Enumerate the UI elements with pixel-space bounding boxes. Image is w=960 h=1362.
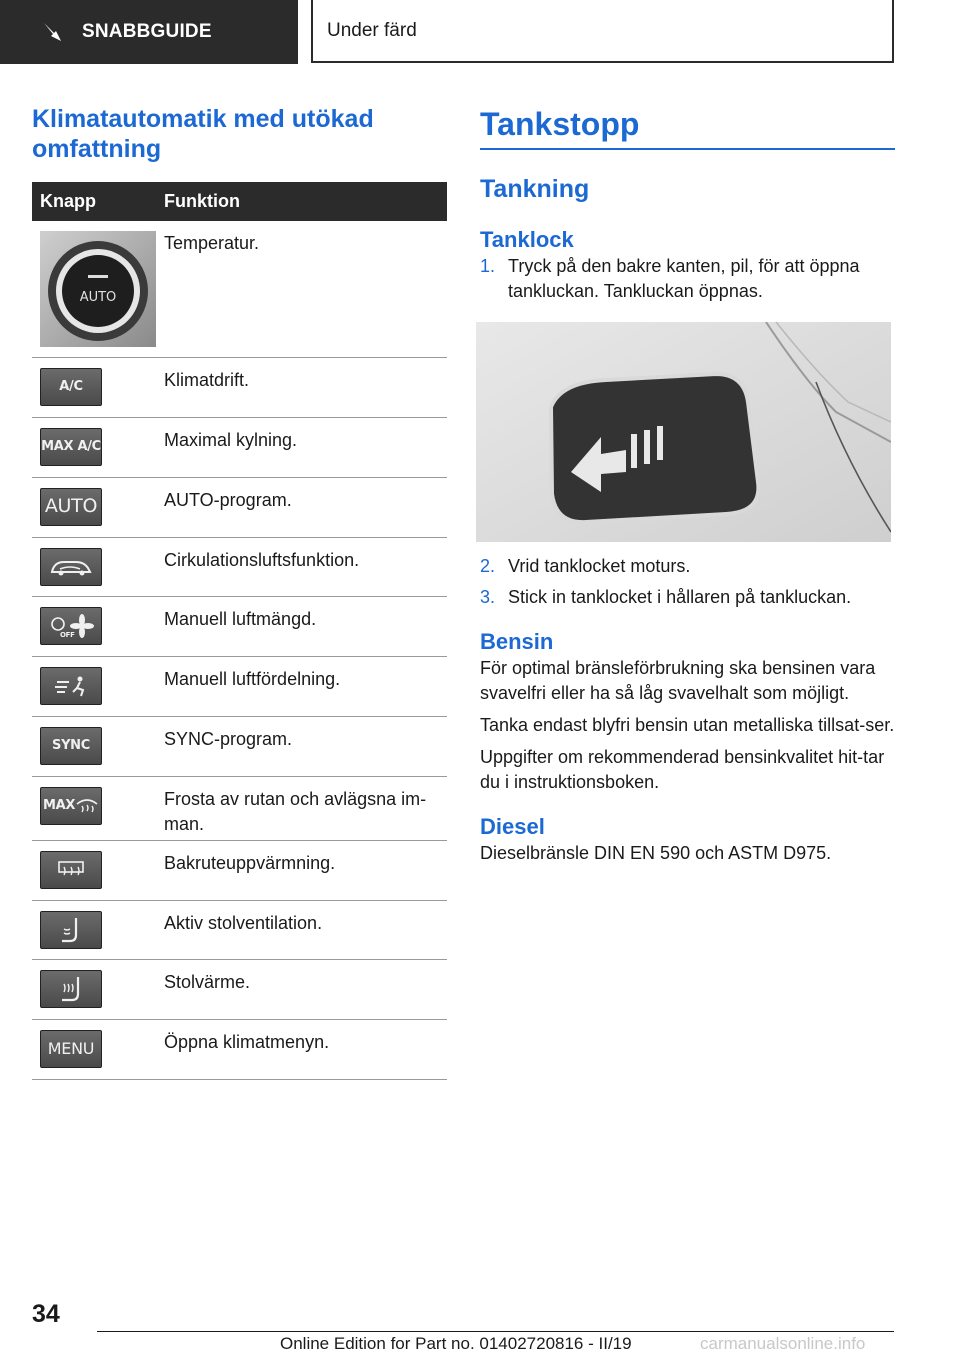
function-text: AUTO-program. — [156, 477, 447, 537]
table-row — [32, 840, 447, 900]
tanklock-steps-1 — [480, 254, 895, 304]
table-row — [32, 1019, 447, 1079]
bensin-paragraph: För optimal bränsleförbrukning ska bensinen vara svavelfri eller ha så låg svavelhalt som möjligt. — [480, 658, 876, 703]
page-number: 34 — [32, 1300, 60, 1328]
table-row — [32, 656, 447, 716]
rear-defrost-icon — [40, 851, 102, 889]
ac-button-icon: A/C — [40, 368, 102, 406]
function-text: Stolvärme. — [156, 959, 447, 1019]
seat-heating-icon — [40, 970, 102, 1008]
max-ac-button-icon: MAX A/C — [40, 428, 102, 466]
footer-edition: Online Edition for Part no. 01402720816 - II/19 — [280, 1334, 632, 1353]
table-row — [32, 776, 447, 840]
max-defrost-icon — [40, 787, 102, 825]
auto-button-icon: AUTO — [40, 488, 102, 526]
seat-ventilation-icon — [40, 911, 102, 949]
function-text: Frosta av rutan och avlägsna im-man. — [156, 776, 447, 840]
recirculation-icon — [40, 548, 102, 586]
fan-icon — [40, 607, 102, 645]
diesel-heading: Diesel — [480, 814, 545, 839]
sync-button-icon: SYNC — [40, 727, 102, 765]
table-row — [32, 900, 447, 959]
function-text: Klimatdrift. — [156, 357, 447, 417]
fuel-flap-photo — [476, 322, 891, 542]
watermark: carmanualsonline.info — [700, 1334, 866, 1353]
right-column — [480, 100, 895, 873]
step-text: Stick in tanklocket i hållaren på tankluckan. — [508, 587, 852, 607]
function-text: Manuell luftmängd. — [156, 596, 447, 656]
climate-heading: Klimatautomatik med utökad omfattning — [32, 105, 374, 163]
function-text: Aktiv stolventilation. — [156, 900, 447, 959]
header-chapter-tab — [311, 0, 894, 63]
table-row — [32, 417, 447, 477]
table-row — [32, 959, 447, 1019]
function-text: Cirkulationsluftsfunktion. — [156, 537, 447, 596]
function-text: SYNC-program. — [156, 716, 447, 776]
step-text: Tryck på den bakre kanten, pil, för att öppna tankluckan. Tankluckan öppnas. — [508, 256, 860, 301]
header-section-tab — [0, 0, 298, 64]
temperature-dial-icon — [40, 231, 156, 347]
max-defrost-label: MAX — [42, 798, 76, 813]
function-text: Öppna klimatmenyn. — [156, 1019, 447, 1079]
col-header-button: Knapp — [32, 182, 156, 221]
diesel-paragraph: Dieselbränsle DIN EN 590 och ASTM D975. — [480, 843, 832, 863]
sparkle-icon — [40, 20, 64, 44]
table-row — [32, 716, 447, 776]
tankstopp-heading: Tankstopp — [480, 104, 895, 150]
footer-divider — [97, 1331, 894, 1332]
step-text: Vrid tanklocket moturs. — [508, 556, 691, 576]
dial-label: AUTO — [79, 290, 117, 305]
table-row — [32, 357, 447, 417]
step-number: 3. — [480, 587, 496, 607]
function-text: Maximal kylning. — [156, 417, 447, 477]
step-number: 1. — [480, 256, 496, 276]
table-row — [32, 537, 447, 596]
menu-button-icon: MENU — [40, 1030, 102, 1068]
function-text: Manuell luftfördelning. — [156, 656, 447, 716]
col-header-function: Funktion — [156, 182, 447, 221]
left-column — [32, 100, 447, 1080]
tankning-heading: Tankning — [480, 175, 590, 203]
bensin-paragraph: Uppgifter om rekommenderad bensinkvalitet hit-tar du i instruktionsboken. — [480, 747, 885, 792]
list-item — [480, 585, 895, 610]
chapter-label: Under färd — [327, 19, 417, 41]
table-row — [32, 221, 447, 357]
list-item — [480, 254, 895, 304]
bensin-paragraph: Tanka endast blyfri bensin utan metalliska tillsat-ser. — [480, 715, 895, 735]
section-label: SNABBGUIDE — [82, 21, 212, 42]
function-text: Bakruteuppvärmning. — [156, 840, 447, 900]
step-number: 2. — [480, 556, 496, 576]
bensin-heading: Bensin — [480, 629, 554, 654]
list-item — [480, 554, 895, 579]
tanklock-heading: Tanklock — [480, 227, 574, 252]
table-row — [32, 596, 447, 656]
tanklock-steps-2 — [480, 554, 895, 610]
climate-table — [32, 182, 447, 1080]
function-text: Temperatur. — [156, 221, 447, 357]
air-distribution-icon — [40, 667, 102, 705]
svg-text:OFF: OFF — [60, 630, 75, 639]
table-row — [32, 477, 447, 537]
